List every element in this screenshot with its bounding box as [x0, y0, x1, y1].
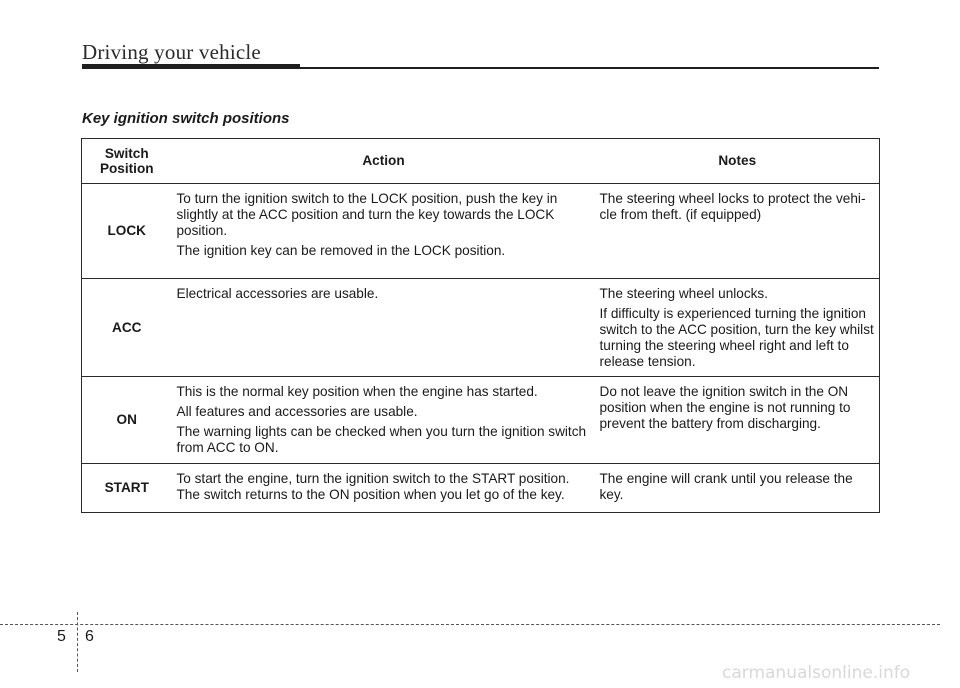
footer-page-number: 6 [85, 628, 94, 645]
ignition-positions-table [81, 138, 880, 513]
position-cell: START [82, 464, 172, 513]
notes-text: The engine will crank until you release the key. [599, 471, 853, 502]
header-switch-position-label: Switch Position [99, 146, 154, 176]
notes-cell [596, 464, 880, 513]
action-text: Electrical accessories are usable. [176, 286, 379, 301]
header-rule-thick [82, 64, 300, 69]
action-text: To turn the ignition switch to the LOCK position, push the key in slightly at the ACC position and turn the key towards the LOCK position. [176, 191, 558, 238]
footer-page-divider [77, 612, 78, 672]
header-notes: Notes [596, 139, 880, 184]
action-text: The ignition key can be removed in the LOCK position. [176, 243, 506, 258]
notes-cell [596, 377, 880, 464]
action-text: To start the engine, turn the ignition switch to the START position. The switch returns to the ON position when you let go of the key. [176, 471, 570, 502]
notes-text: The steering wheel unlocks. [599, 286, 769, 301]
notes-text: If difficulty is experienced turning the ignition switch to the ACC position, turn the key whilst turning the steering wheel right and left to release tension. [599, 306, 874, 369]
notes-text: The steering wheel locks to protect the vehi-cle from theft. (if equipped) [599, 191, 866, 222]
footer-dashed-rule [0, 624, 940, 625]
notes-cell [596, 279, 880, 377]
table-row [82, 184, 880, 279]
page-header-title: Driving your vehicle [82, 40, 261, 64]
action-text: All features and accessories are usable. [176, 404, 418, 419]
action-cell [172, 184, 596, 279]
position-cell: ON [82, 377, 172, 464]
action-cell [172, 377, 596, 464]
action-cell [172, 279, 596, 377]
position-cell: LOCK [82, 184, 172, 279]
action-text: This is the normal key position when the engine has started. [176, 384, 538, 399]
watermark: carmanualsonline.info [722, 663, 911, 683]
table-row [82, 464, 880, 513]
table-header-row [82, 139, 880, 184]
header-switch-position [82, 139, 172, 184]
notes-text: Do not leave the ignition switch in the ON position when the engine is not running to prevent the battery from discharging. [599, 384, 851, 431]
table-row [82, 377, 880, 464]
action-cell [172, 464, 596, 513]
notes-cell [596, 184, 880, 279]
position-cell: ACC [82, 279, 172, 377]
footer-section-number: 5 [57, 628, 66, 645]
header-rule-thin [300, 67, 879, 69]
section-title: Key ignition switch positions [82, 110, 290, 127]
action-text: The warning lights can be checked when you turn the ignition switch from ACC to ON. [176, 424, 587, 455]
header-action: Action [172, 139, 596, 184]
table-row [82, 279, 880, 377]
